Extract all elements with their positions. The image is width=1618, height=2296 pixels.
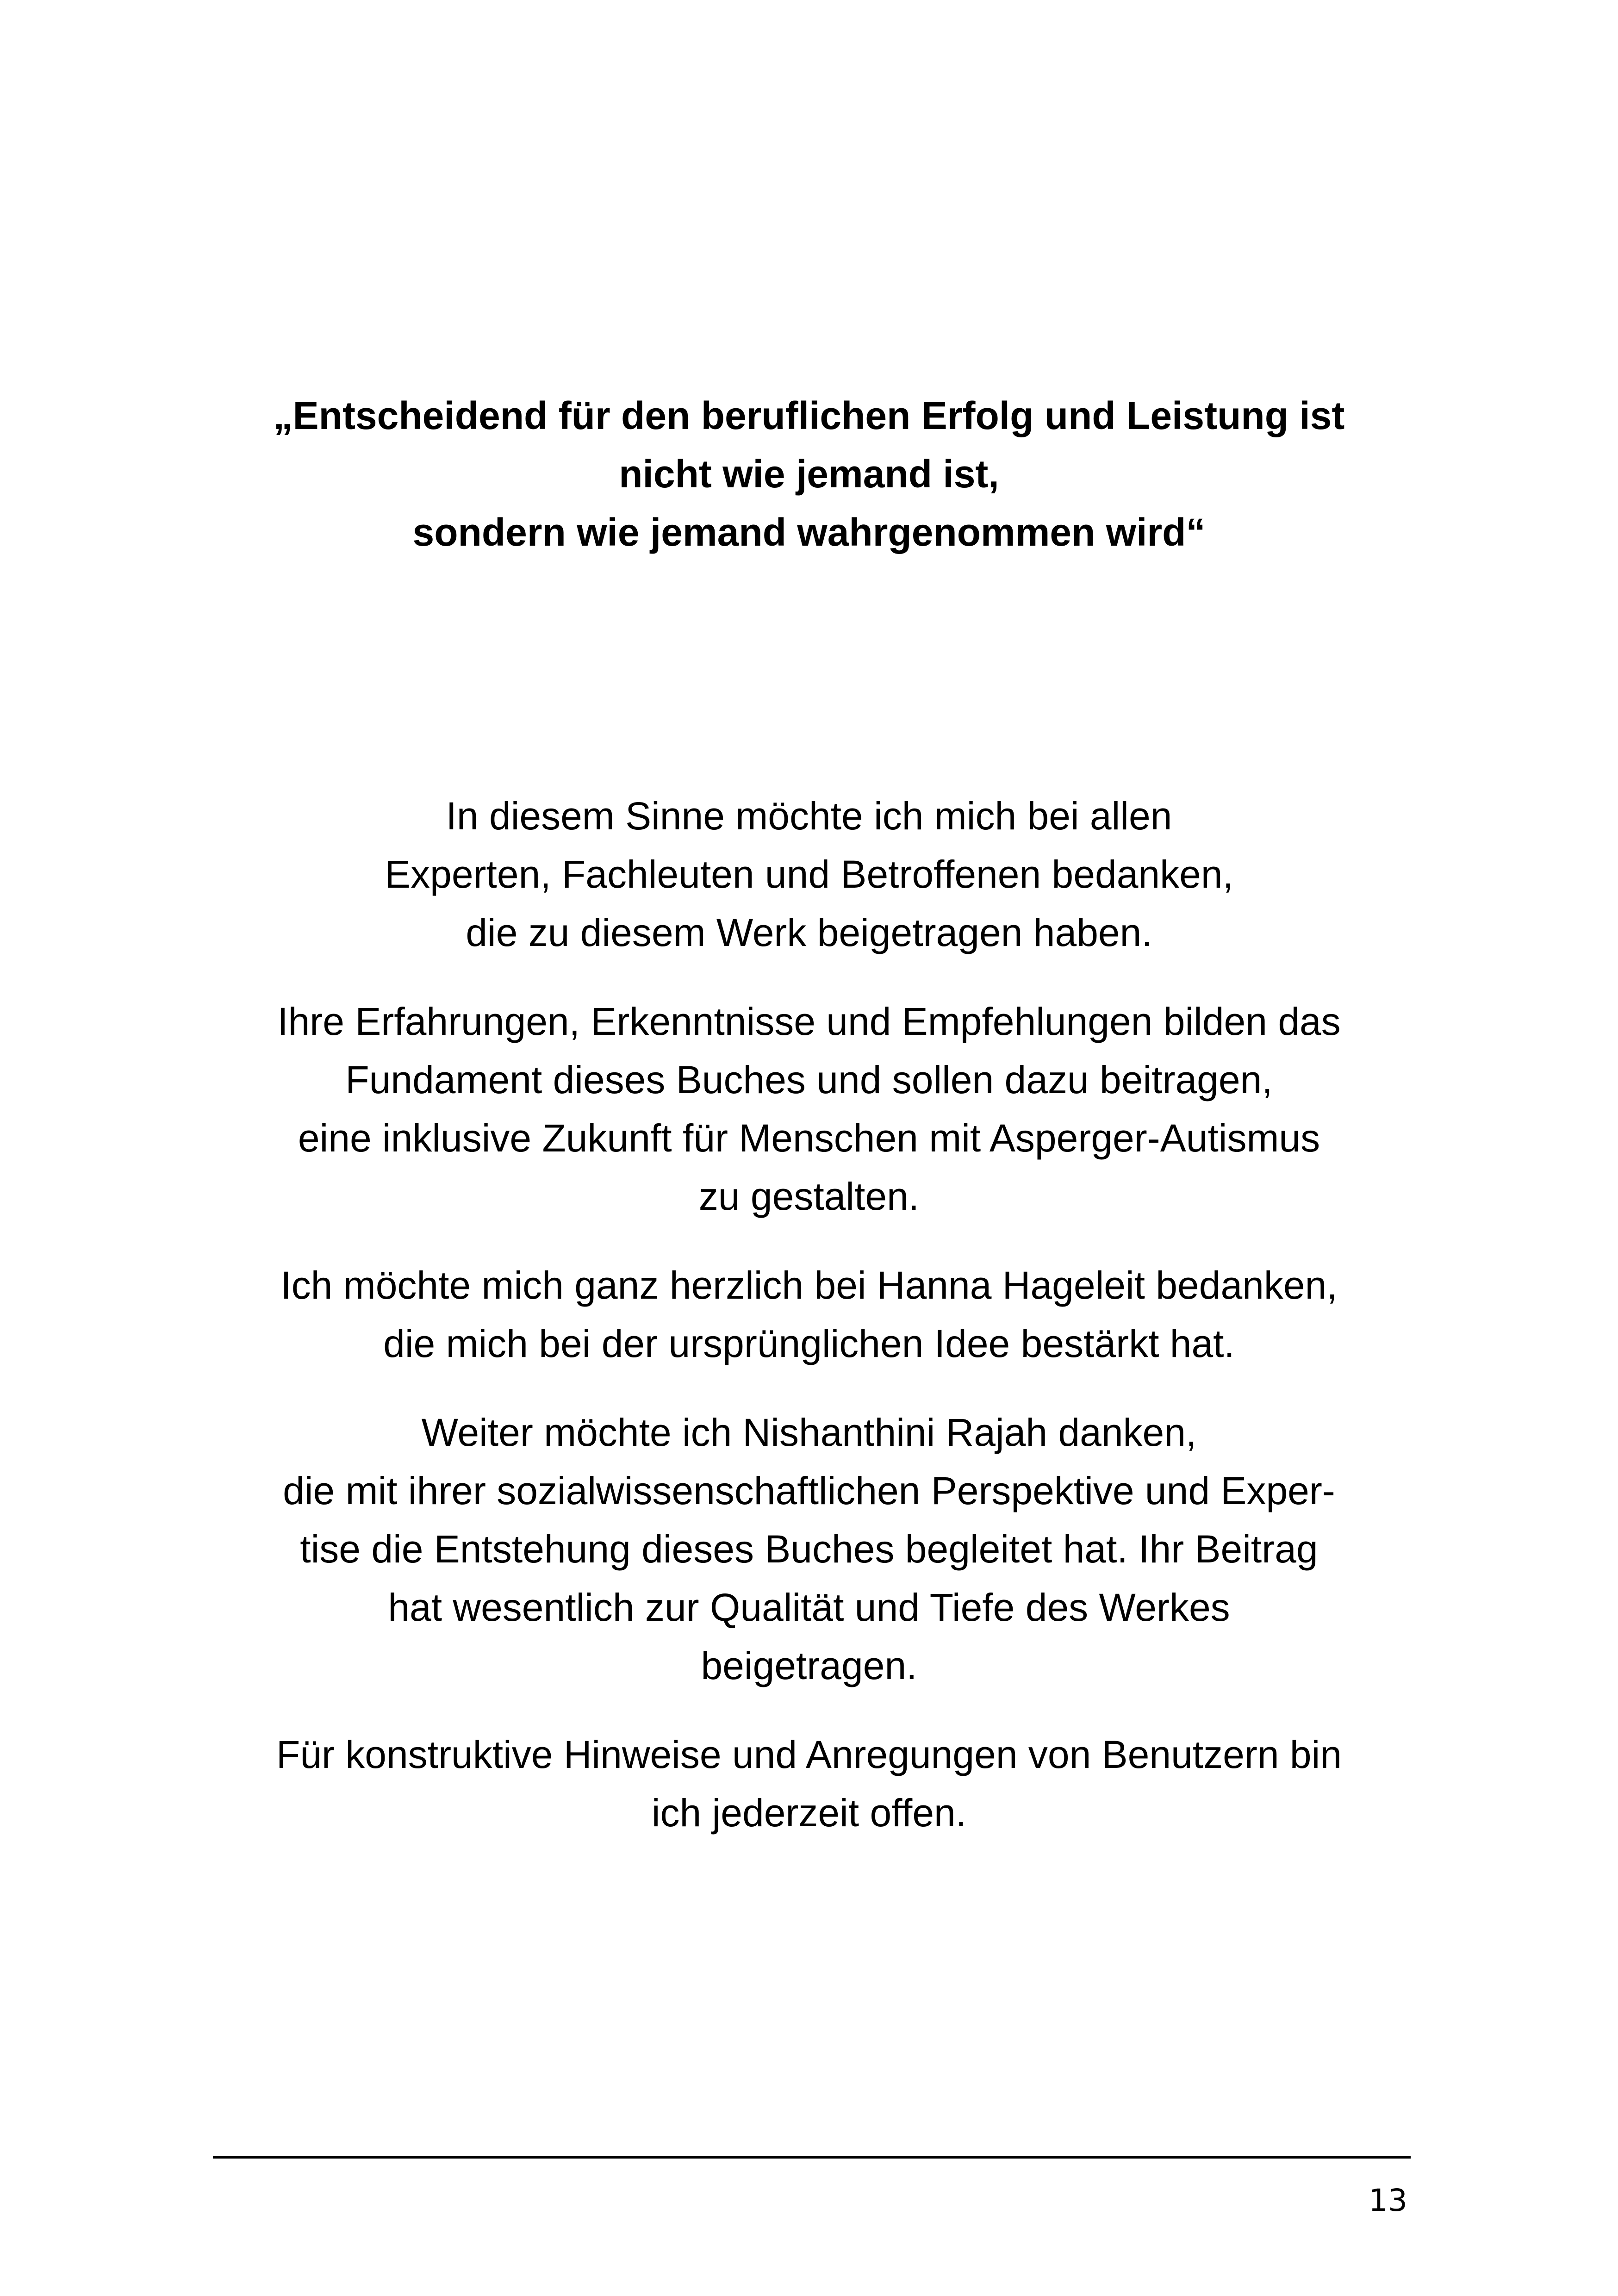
text-line: In diesem Sinne möchte ich mich bei allen	[446, 794, 1172, 838]
text-line: Experten, Fachleuten und Betroffenen bedanken,	[385, 852, 1233, 896]
text-line: tise die Entstehung dieses Buches begleitet hat. Ihr Beitrag	[300, 1527, 1318, 1571]
epigraph-quote	[139, 386, 1479, 561]
footer-divider	[213, 2156, 1411, 2159]
paragraph	[139, 992, 1479, 1226]
paragraph	[139, 787, 1479, 962]
text-line: beigetragen.	[701, 1644, 917, 1687]
text-line: zu gestalten.	[698, 1175, 920, 1218]
text-line: die zu diesem Werk beigetragen haben.	[466, 911, 1152, 954]
paragraph	[139, 1256, 1479, 1373]
quote-line: sondern wie jemand wahrgenommen wird“	[412, 510, 1206, 554]
text-line: eine inklusive Zukunft für Menschen mit Asperger-Autismus	[298, 1116, 1320, 1160]
paragraph	[139, 1725, 1479, 1842]
page-number: 13	[1369, 2183, 1407, 2218]
text-line: hat wesentlich zur Qualität und Tiefe des Werkes	[388, 1586, 1230, 1629]
text-line: die mich bei der ursprünglichen Idee bestärkt hat.	[383, 1322, 1235, 1365]
text-line: die mit ihrer sozialwissenschaftlichen Perspektive und Exper-	[283, 1469, 1335, 1512]
text-line: Ihre Erfahrungen, Erkenntnisse und Empfehlungen bilden das	[277, 1000, 1341, 1043]
text-line: Ich möchte mich ganz herzlich bei Hanna Hageleit bedanken,	[280, 1263, 1338, 1307]
quote-line: nicht wie jemand ist,	[619, 452, 999, 496]
quote-line: „Entscheidend für den beruflichen Erfolg und Leistung ist	[273, 394, 1345, 437]
text-line: Fundament dieses Buches und sollen dazu beitragen,	[345, 1058, 1273, 1101]
text-line: Für konstruktive Hinweise und Anregungen von Benutzern bin	[276, 1733, 1342, 1776]
paragraph	[139, 1403, 1479, 1695]
text-line: ich jederzeit offen.	[651, 1791, 967, 1835]
text-line: Weiter möchte ich Nishanthini Rajah danken,	[421, 1411, 1197, 1454]
acknowledgements-text	[139, 787, 1479, 1873]
